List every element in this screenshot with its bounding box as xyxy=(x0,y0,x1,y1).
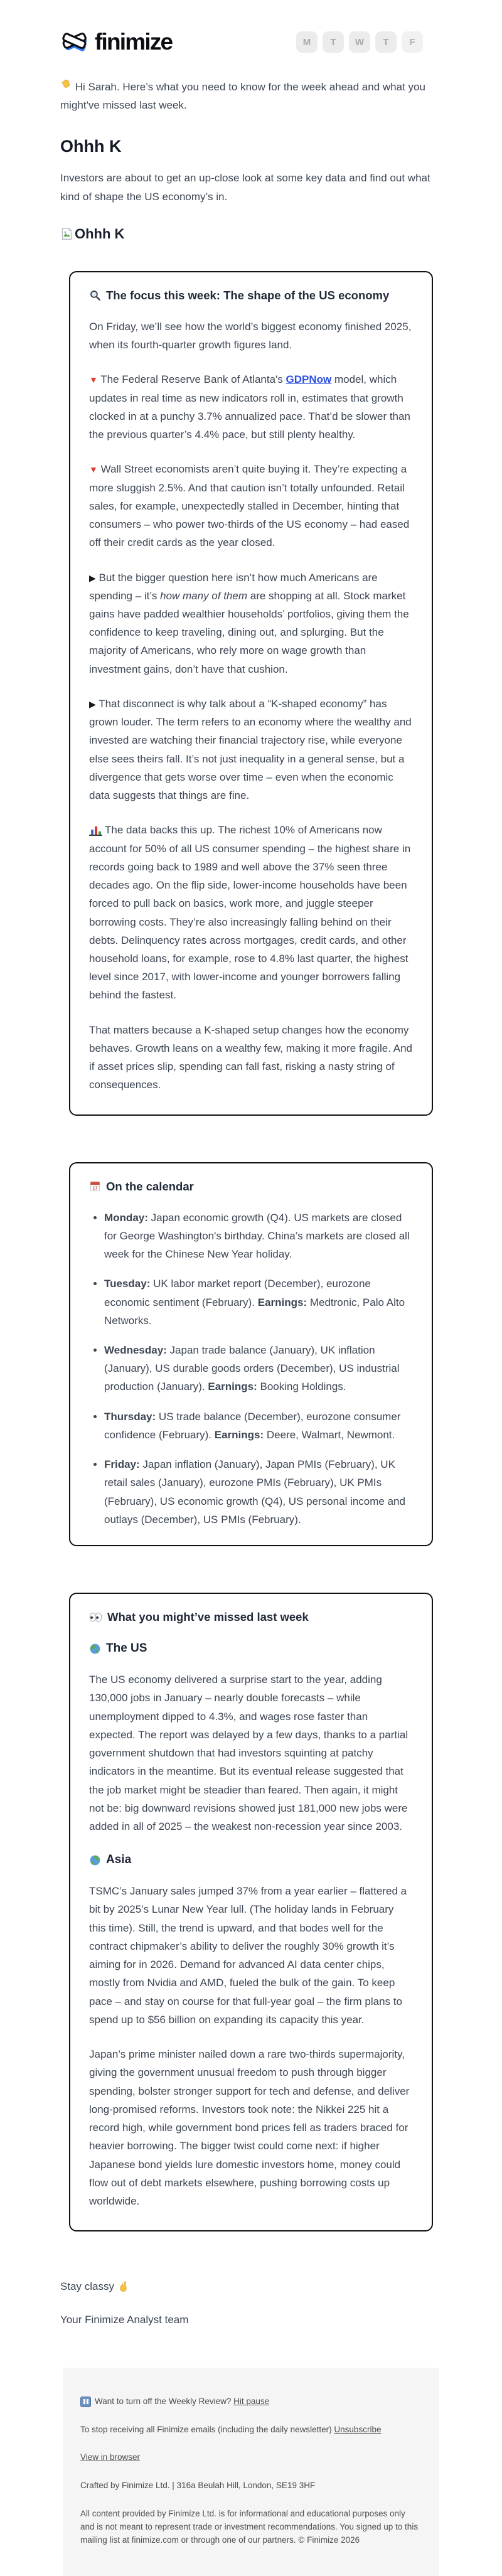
right-triangle-icon: ▶ xyxy=(89,572,96,583)
calendar-item-thursday: • Thursday: US trade balance (December), eurozone consumer confidence (February). Earnings: Deere, Walmart, Newmont. xyxy=(104,1408,413,1444)
section-title-ohhh-k: Ohhh K xyxy=(60,137,122,156)
signoff xyxy=(60,2278,442,2328)
unsubscribe-link[interactable]: Unsubscribe xyxy=(334,2424,382,2434)
calendar-icon xyxy=(89,1180,101,1192)
focus-paragraph-5: ▶ That disconnect is why talk about a “K-shaped economy” has grown louder. The term refers to an economy where the wealthy and invested are watching their financial trajectory rise, while everyone else sees theirs fall. It’s not just inequality in a general sense, but a divergence that gets worse over time – even when the economic data suggests that things are fine. xyxy=(89,697,412,802)
finimize-logo[interactable] xyxy=(60,29,172,55)
calendar-list xyxy=(89,1209,413,1529)
weekday-tab-friday[interactable]: F xyxy=(402,31,423,53)
focus-paragraph-7: That matters because a K-shaped setup changes how the economy behaves. Growth leans on a wealthy few, making it more fragile. And if asset prices slip, spending can fall fast, risking a nasty string of consequences. xyxy=(89,1023,412,1091)
waving-hand-icon xyxy=(60,78,72,90)
globe-americas-icon xyxy=(89,1643,101,1655)
gdpnow-link[interactable]: GDPNow xyxy=(286,373,332,386)
weekday-tab-wednesday[interactable]: W xyxy=(349,31,370,53)
view-in-browser-line xyxy=(80,2451,422,2464)
victory-hand-icon xyxy=(118,2280,129,2292)
weekday-tab-monday[interactable]: M xyxy=(296,31,318,53)
greeting-text: Hi Sarah. Here’s what you need to know for the week ahead and what you might've missed last week. xyxy=(60,78,442,114)
down-triangle-icon: ▼ xyxy=(89,464,98,475)
pause-icon xyxy=(80,2397,91,2407)
asia-paragraph-1: TSMC’s January sales jumped 37% from a year earlier – flattered a bit by 2025’s Lunar New Year lull. (The holiday lands in February this time). Still, the trend is upward, and that bodes well for the contract chipmaker’s ability to deliver the roughly 30% growth it’s aiming for in 2026. Demand for advanced AI data center chips, mostly from Nvidia and AMD, fueled the bulk of the gain. To keep pace – and stay on course for that full-year goal – the firm plans to spend up to $56 billion on expanding its capacity this year. xyxy=(89,1885,407,2026)
intro-paragraph: Investors are about to get an up-close look at some key data and find out what kind of shape the US economy’s in. xyxy=(60,172,430,203)
calendar-card-title: 17 On the calendar xyxy=(89,1180,413,1194)
signoff-line-2: Your Finimize Analyst team xyxy=(60,2314,189,2326)
unsubscribe-line: To stop receiving all Finimize emails (including the daily newsletter) Unsubscribe xyxy=(80,2424,382,2434)
header xyxy=(60,29,442,55)
svg-text:17: 17 xyxy=(92,1185,98,1191)
finimize-butterfly-icon xyxy=(60,29,89,55)
calendar-item-wednesday: • Wednesday: Japan trade balance (January), UK inflation (January), US durable goods orders (December), US industrial production (January). Earnings: Booking Holdings. xyxy=(104,1341,413,1396)
focus-card-title: The focus this week: The shape of the US economy xyxy=(89,289,413,302)
missed-card xyxy=(69,1593,433,2231)
down-triangle-icon: ▼ xyxy=(89,375,98,385)
bar-chart-icon xyxy=(89,824,102,836)
broken-image-icon xyxy=(60,227,73,240)
asia-subheading: Asia xyxy=(89,1853,413,1867)
legal-text: All content provided by Finimize Ltd. is for informational and educational purposes only and is not meant to represent trade or investment recommendations. You signed up to this mailing list at finimize.com or through one of our partners. © Finimize 2026 xyxy=(80,2509,419,2545)
missed-card-title: What you might’ve missed last week xyxy=(89,1610,413,1624)
right-triangle-icon: ▶ xyxy=(89,698,96,709)
us-paragraph: The US economy delivered a surprise start to the year, adding 130,000 jobs in January – nearly double forecasts – while unemployment dipped to 4.3%, and wages rose faster than expected. The report was delayed by a few days, thanks to a partial government shutdown that had investors squinting at patchy indicators in the meantime. But its eventual release suggested that the job market might be steadier than feared. Then again, it might not be: big downward revisions showed just 181,000 new jobs were added in all of 2025 – the weakest non-recession year since 2003. xyxy=(89,1674,409,1832)
focus-paragraph-2: ▼ The Federal Reserve Bank of Atlanta's GDPNow model, which updates in real time as new indicators roll in, estimates that growth clocked in at a punchy 3.7% annualized pace. That’d be slower than the previous quarter’s 4.4% pace, but still plenty healthy. xyxy=(89,373,410,441)
pause-line: Want to turn off the Weekly Review? Hit pause xyxy=(80,2395,422,2408)
us-subheading: The US xyxy=(89,1642,413,1655)
focus-card xyxy=(69,271,433,1116)
calendar-item-friday: • Friday: Japan inflation (January), Japan PMIs (February), UK retail sales (January), eurozone PMIs (February), UK PMIs (February), US economic growth (Q4), US personal income and outlays (December), US PMIs (February). xyxy=(104,1455,413,1529)
calendar-card xyxy=(69,1162,433,1547)
globe-asia-icon xyxy=(89,1854,101,1866)
hit-pause-link[interactable]: Hit pause xyxy=(233,2396,270,2406)
eyes-icon xyxy=(89,1612,102,1622)
weekday-tab-tuesday[interactable]: T xyxy=(323,31,344,53)
focus-paragraph-6: The data backs this up. The richest 10% of Americans now account for 50% of all US consumer spending – the highest share in records going back to 1989 and well above the 37% seen three decades ago. On the flip side, lower-income households have been forced to pull back on basics, work more, and juggle steeper borrowing costs. They’re also increasingly falling behind on their debts. Delinquency rates across mortgages, credit cards, and other household loans, for example, rose to 4.8% last quarter, the highest level since 2017, with lower-income and younger borrowers falling behind the fastest. xyxy=(89,824,411,1002)
asia-paragraph-2: Japan’s prime minister nailed down a rare two-thirds supermajority, giving the government unusual freedom to push through bigger spending, bolster stronger support for tech and defense, and deliver long-promised reforms. Investors took note: the Nikkei 225 hit a record high, while government bond prices fell as traders braced for heavier borrowing. The bigger twist could come next: if higher Japanese bond yields lure domestic investors home, money could flow out of debt markets elsewhere, pushing borrowing costs up worldwide. xyxy=(89,2048,410,2207)
calendar-item-tuesday: • Tuesday: UK labor market report (December), eurozone economic sentiment (February). Earnings: Medtronic, Palo Alto Networks. xyxy=(104,1275,413,1330)
address-line: Crafted by Finimize Ltd. | 316a Beulah Hill, London, SE19 3HF xyxy=(80,2481,316,2491)
focus-paragraph-3: ▼ Wall Street economists aren’t quite buying it. They’re expecting a more sluggish 2.5%. And that caution isn’t totally unfounded. Retail sales, for example, unexpectedly stalled in December, hinting that consumers – who power two-thirds of the US economy – had eased off their credit cards as the year closed. xyxy=(89,463,410,549)
image-alt-text: Ohhh K xyxy=(75,225,125,242)
hero-image-broken xyxy=(60,226,442,242)
weekday-tab-thursday[interactable]: T xyxy=(375,31,397,53)
footer xyxy=(63,2368,439,2576)
magnifying-glass-icon xyxy=(89,289,101,301)
focus-paragraph-4: ▶ But the bigger question here isn’t how much Americans are spending – it’s how many of them are shopping at all. Stock market gains have padded wealthier households’ portfolios, giving them the confidence to keep traveling, dining out, and splurging. But the majority of Americans, who rely more on wage growth than investment gains, don’t have that cushion. xyxy=(89,571,409,675)
weekday-tabs xyxy=(296,31,423,53)
focus-paragraph-1: On Friday, we’ll see how the world’s biggest economy finished 2025, when its fourth-quarter growth figures land. xyxy=(89,320,412,351)
brand-wordmark: finimize xyxy=(95,29,173,55)
calendar-item-monday: • Monday: Japan economic growth (Q4). US markets are closed for George Washington's birthday. China’s markets are closed all week for the Chinese New Year holiday. xyxy=(104,1209,413,1264)
view-in-browser-link[interactable]: View in browser xyxy=(80,2452,141,2462)
signoff-line-1: Stay classy xyxy=(60,2278,442,2295)
